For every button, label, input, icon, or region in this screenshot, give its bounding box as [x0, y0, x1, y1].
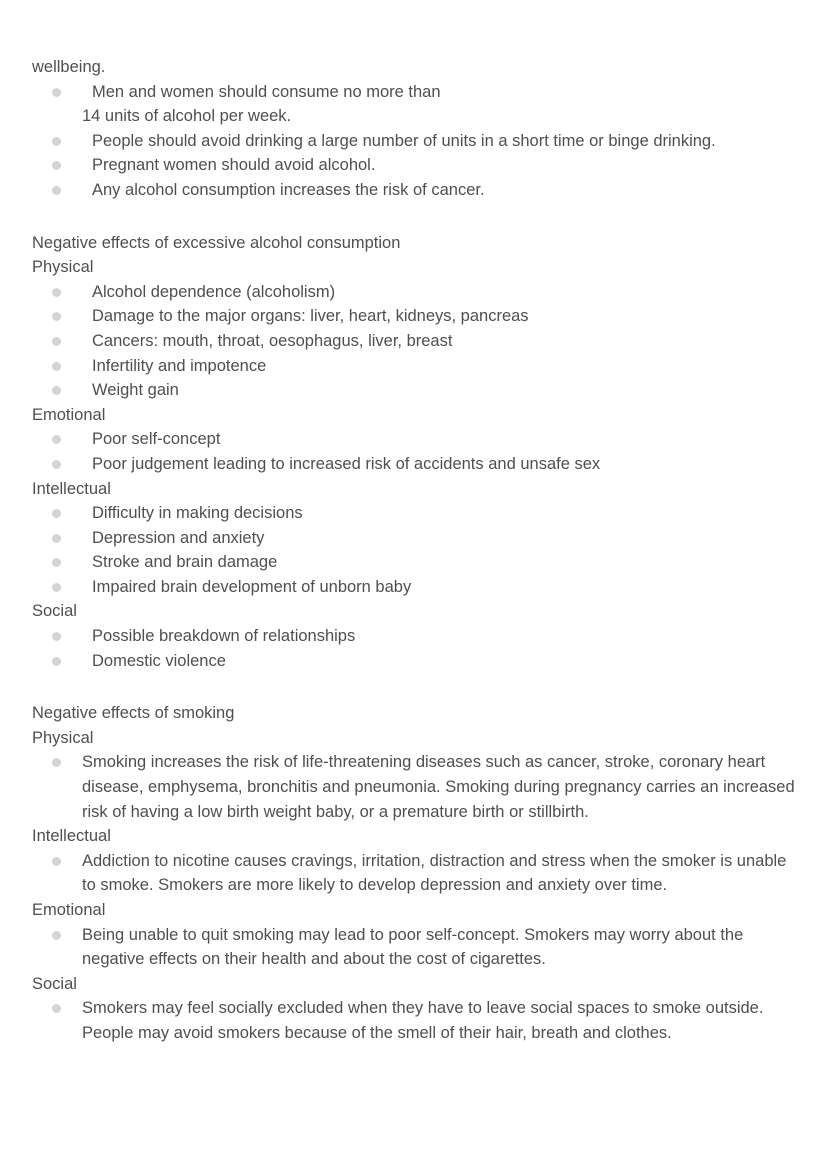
smoking-intellectual-heading: Intellectual	[32, 827, 111, 846]
alcohol-emotional-list	[32, 427, 812, 476]
list-item	[32, 849, 797, 898]
list-item	[32, 996, 797, 1045]
bullet-icon	[52, 534, 61, 543]
list-item-text: Possible breakdown of relationships	[92, 627, 356, 646]
list-item-text: Stroke and brain damage	[92, 553, 278, 572]
list-item	[32, 649, 812, 674]
spacer	[32, 203, 812, 231]
list-item	[32, 80, 812, 129]
alcohol-intellectual-list	[32, 501, 812, 599]
smoking-section-title: Negative effects of smoking	[32, 704, 235, 723]
bullet-icon	[52, 362, 61, 371]
alcohol-physical-list	[32, 280, 812, 403]
alcohol-physical-heading: Physical	[32, 258, 94, 277]
list-item-text: Cancers: mouth, throat, oesophagus, liver, breast	[92, 331, 453, 350]
smoking-physical-heading: Physical	[32, 728, 94, 747]
list-item-text: Depression and anxiety	[92, 528, 265, 547]
bullet-icon	[52, 312, 61, 321]
list-item-text: Addiction to nicotine causes cravings, irritation, distraction and stress when the smoker is unable to smoke. Smokers are more likely to develop depression and anxiety over time.	[82, 851, 787, 895]
list-item	[32, 304, 812, 329]
list-item-text: Impaired brain development of unborn baby	[92, 577, 412, 596]
list-item-text: Damage to the major organs: liver, heart, kidneys, pancreas	[92, 307, 529, 326]
list-item	[32, 575, 812, 600]
list-item	[32, 354, 812, 379]
alcohol-intellectual-heading: Intellectual	[32, 479, 111, 498]
smoking-intellectual-list	[32, 849, 812, 898]
list-item-text: Poor judgement leading to increased risk of accidents and unsafe sex	[92, 454, 601, 473]
bullet-icon	[52, 758, 61, 767]
bullet-icon	[52, 657, 61, 666]
list-item-text: Poor self-concept	[92, 430, 221, 449]
list-item-text: Difficulty in making decisions	[92, 504, 303, 523]
bullet-icon	[52, 137, 61, 146]
list-item-text: Domestic violence	[92, 651, 226, 670]
bullet-icon	[52, 337, 61, 346]
alcohol-social-heading: Social	[32, 602, 77, 621]
list-item	[32, 378, 812, 403]
smoking-emotional-list	[32, 923, 812, 972]
list-item	[32, 624, 812, 649]
bullet-icon	[52, 583, 61, 592]
bullet-icon	[52, 186, 61, 195]
list-item-text: Alcohol dependence (alcoholism)	[92, 282, 336, 301]
smoking-social-list	[32, 996, 812, 1045]
list-item-text: Any alcohol consumption increases the risk of cancer.	[92, 180, 485, 199]
list-item	[32, 178, 812, 203]
alcohol-guidelines-list	[32, 80, 812, 203]
list-item	[32, 129, 812, 154]
list-item	[32, 550, 812, 575]
list-item	[32, 501, 812, 526]
list-item	[32, 427, 812, 452]
list-item-text: Infertility and impotence	[92, 356, 267, 375]
bullet-icon	[52, 509, 61, 518]
list-item-text: Men and women should consume no more than	[92, 82, 441, 101]
list-item	[32, 750, 797, 824]
list-item	[32, 329, 812, 354]
list-item	[32, 153, 812, 178]
bullet-icon	[52, 460, 61, 469]
list-item-text: People should avoid drinking a large number of units in a short time or binge drinking.	[92, 131, 716, 150]
list-item	[32, 526, 812, 551]
list-item-text: Smokers may feel socially excluded when they have to leave social spaces to smoke outside. People may avoid smokers because of the smell of their hair, breath and clothes.	[82, 999, 764, 1042]
list-item-text: Being unable to quit smoking may lead to poor self-concept. Smokers may worry about the negative effects on their health and about the cost of cigarettes.	[82, 925, 744, 969]
bullet-icon	[52, 1004, 61, 1013]
document-body	[32, 55, 812, 1046]
bullet-icon	[52, 558, 61, 567]
bullet-icon	[52, 435, 61, 444]
smoking-emotional-heading: Emotional	[32, 901, 106, 919]
list-item	[32, 923, 797, 972]
smoking-physical-list	[32, 750, 812, 824]
bullet-icon	[52, 386, 61, 395]
list-item-text: Weight gain	[92, 381, 179, 400]
smoking-social-heading: Social	[32, 974, 77, 993]
list-item-text: Smoking increases the risk of life-threatening diseases such as cancer, stroke, coronary heart disease, emphysema, bronchitis and pneumonia. Smoking during pregnancy carries an increased risk of having a low birth weight baby, or a premature birth or stillbirth.	[82, 753, 795, 821]
bullet-icon	[52, 88, 61, 97]
list-item	[32, 280, 812, 305]
bullet-icon	[52, 931, 61, 940]
alcohol-social-list	[32, 624, 812, 673]
bullet-icon	[52, 632, 61, 641]
intro-trailing-text: wellbeing.	[32, 58, 106, 76]
bullet-icon	[52, 857, 61, 866]
list-item	[32, 452, 812, 477]
list-item-text: Pregnant women should avoid alcohol.	[92, 156, 376, 175]
list-item-continuation: 14 units of alcohol per week.	[82, 107, 292, 126]
bullet-icon	[52, 161, 61, 170]
bullet-icon	[52, 288, 61, 297]
spacer	[32, 673, 812, 701]
alcohol-section-title: Negative effects of excessive alcohol consumption	[32, 233, 401, 252]
alcohol-emotional-heading: Emotional	[32, 405, 106, 424]
